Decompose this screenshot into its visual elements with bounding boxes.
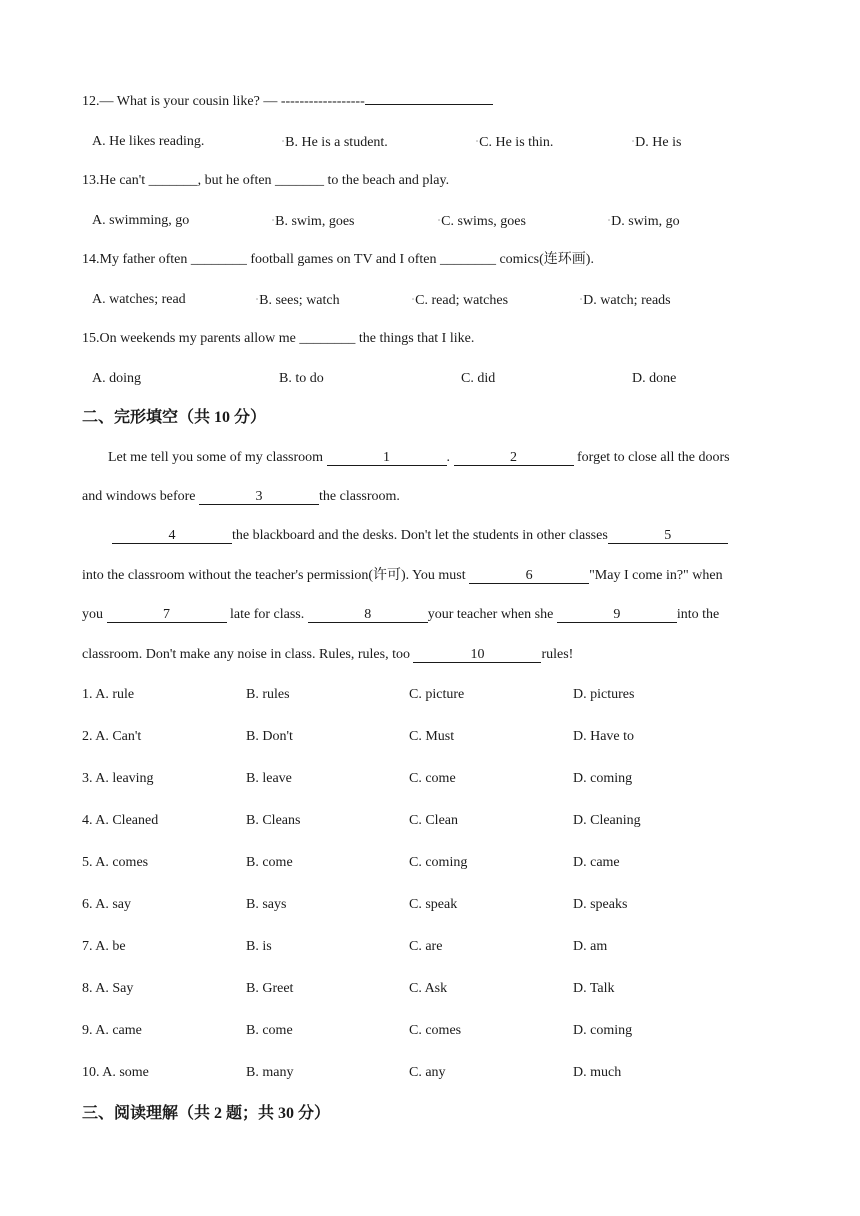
question-14-stem: 14.My father often ________ football games on TV and I often ________ comics(连环画).	[82, 252, 594, 267]
cloze-option-9-c: C. comes	[409, 1023, 462, 1038]
cloze-option-8-c: C. Ask	[409, 981, 448, 996]
passage-line-6: classroom. Don't make any noise in class. Rules, rules, too 10 rules!	[82, 647, 574, 662]
q15-option-c: C. did	[461, 371, 496, 386]
q15-option-d: D. done	[632, 371, 677, 386]
cloze-option-2-a: 2. A. Can't	[82, 729, 142, 744]
q13-option-b: ▫B. swim, goes	[272, 214, 355, 229]
cloze-blank-5: 5	[608, 528, 728, 544]
cloze-option-10-c: C. any	[409, 1065, 446, 1080]
cloze-option-5-b: B. come	[246, 855, 293, 870]
answer-blank	[365, 104, 493, 105]
cloze-blank-2: 2	[454, 450, 574, 466]
q14-option-b: ▫B. sees; watch	[256, 293, 340, 308]
question-15-stem: 15.On weekends my parents allow me ________ the things that I like.	[82, 331, 475, 346]
bullet-icon: ▫	[580, 297, 583, 303]
q14-option-a: A. watches; read	[92, 292, 186, 307]
bullet-icon: ▫	[412, 297, 415, 303]
passage-line-4: into the classroom without the teacher's permission(许可). You must 6 "May I come in?" when	[82, 568, 723, 583]
cloze-option-7-d: D. am	[573, 939, 608, 954]
cloze-option-7-a: 7. A. be	[82, 939, 126, 954]
cloze-option-4-b: B. Cleans	[246, 813, 301, 828]
q14-option-c: ▫C. read; watches	[412, 293, 509, 308]
q13-option-c: ▫C. swims, goes	[438, 214, 526, 229]
cloze-option-10-a: 10. A. some	[82, 1065, 149, 1080]
cloze-blank-1: 1	[327, 450, 447, 466]
cloze-option-5-d: D. came	[573, 855, 620, 870]
cloze-option-8-b: B. Greet	[246, 981, 294, 996]
passage-line-1: Let me tell you some of my classroom 1 . 2 forget to close all the doors	[108, 450, 730, 465]
q12-option-b: ▫B. He is a student.	[282, 135, 388, 150]
passage-line-3: 4 the blackboard and the desks. Don't let the students in other classes 5	[112, 527, 728, 545]
cloze-option-5-a: 5. A. comes	[82, 855, 149, 870]
cloze-blank-4: 4	[112, 528, 232, 544]
section-3-heading: 三、阅读理解（共 2 题；共 30 分）	[82, 1105, 331, 1122]
cloze-option-8-d: D. Talk	[573, 981, 615, 996]
bullet-icon: ▫	[438, 218, 441, 224]
cloze-option-9-d: D. coming	[573, 1023, 633, 1038]
cloze-option-7-b: B. is	[246, 939, 272, 954]
q13-option-a: A. swimming, go	[92, 213, 190, 228]
cloze-option-2-b: B. Don't	[246, 729, 293, 744]
bullet-icon: ▫	[476, 139, 479, 145]
cloze-option-10-b: B. many	[246, 1065, 294, 1080]
cloze-option-4-d: D. Cleaning	[573, 813, 641, 828]
cloze-option-2-c: C. Must	[409, 729, 455, 744]
question-12-stem: 12.— What is your cousin like? — ------------------	[82, 93, 493, 111]
bullet-icon: ▫	[608, 218, 611, 224]
cloze-blank-10: 10	[413, 647, 541, 663]
cloze-option-3-c: C. come	[409, 771, 456, 786]
cloze-option-1-a: 1. A. rule	[82, 687, 135, 702]
cloze-blank-6: 6	[469, 568, 589, 584]
cloze-option-6-c: C. speak	[409, 897, 458, 912]
bullet-icon: ▫	[632, 139, 635, 145]
cloze-blank-8: 8	[308, 607, 428, 623]
q12-option-c: ▫C. He is thin.	[476, 135, 554, 150]
bullet-icon: ▫	[272, 218, 275, 224]
cloze-option-9-b: B. come	[246, 1023, 293, 1038]
cloze-option-2-d: D. Have to	[573, 729, 635, 744]
cloze-option-4-a: 4. A. Cleaned	[82, 813, 159, 828]
q14-option-d: ▫D. watch; reads	[580, 293, 671, 308]
cloze-option-5-c: C. coming	[409, 855, 468, 870]
cloze-option-10-d: D. much	[573, 1065, 622, 1080]
passage-line-5: you 7 late for class. 8 your teacher when she 9 into the	[82, 607, 720, 622]
cloze-option-1-c: C. picture	[409, 687, 465, 702]
cloze-option-6-d: D. speaks	[573, 897, 628, 912]
section-2-heading: 二、完形填空（共 10 分）	[82, 409, 267, 426]
q12-option-a: A. He likes reading.	[92, 134, 205, 149]
cloze-option-1-b: B. rules	[246, 687, 290, 702]
cloze-option-7-c: C. are	[409, 939, 443, 954]
cloze-blank-7: 7	[107, 607, 227, 623]
cloze-option-8-a: 8. A. Say	[82, 981, 134, 996]
bullet-icon: ▫	[282, 139, 285, 145]
q12-option-d: ▫D. He is	[632, 135, 682, 150]
cloze-option-9-a: 9. A. came	[82, 1023, 142, 1038]
cloze-option-3-d: D. coming	[573, 771, 633, 786]
passage-line-2: and windows before 3 the classroom.	[82, 489, 400, 504]
cloze-option-6-a: 6. A. say	[82, 897, 131, 912]
q13-option-d: ▫D. swim, go	[608, 214, 680, 229]
cloze-option-1-d: D. pictures	[573, 687, 635, 702]
cloze-blank-9: 9	[557, 607, 677, 623]
question-13-stem: 13.He can't _______, but he often _______ to the beach and play.	[82, 173, 450, 188]
cloze-blank-3: 3	[199, 489, 319, 505]
q15-option-b: B. to do	[279, 371, 324, 386]
bullet-icon: ▫	[256, 297, 259, 303]
cloze-option-3-b: B. leave	[246, 771, 292, 786]
cloze-option-6-b: B. says	[246, 897, 287, 912]
cloze-option-3-a: 3. A. leaving	[82, 771, 154, 786]
q15-option-a: A. doing	[92, 371, 141, 386]
cloze-option-4-c: C. Clean	[409, 813, 458, 828]
